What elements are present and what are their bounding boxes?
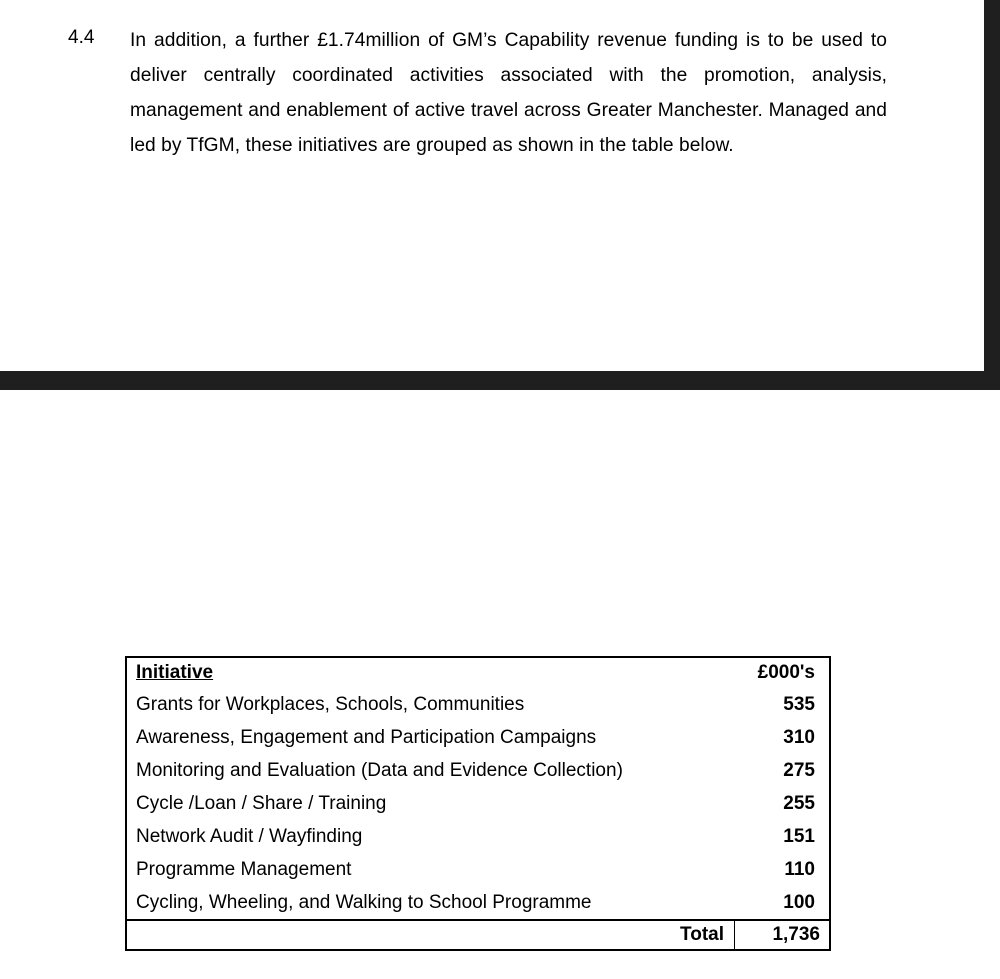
row-initiative: Cycle /Loan / Share / Training [136, 792, 387, 814]
funding-table [125, 656, 831, 951]
row-value: 255 [783, 792, 815, 814]
row-value: 151 [783, 825, 815, 847]
row-initiative: Monitoring and Evaluation (Data and Evidence Collection) [136, 759, 623, 781]
table-row [126, 886, 830, 919]
row-value: 310 [783, 726, 815, 748]
row-initiative: Cycling, Wheeling, and Walking to School Programme [136, 891, 592, 913]
total-value: 1,736 [772, 924, 820, 945]
page-break-divider [0, 371, 1000, 390]
initiatives-table [125, 656, 831, 919]
row-value: 275 [783, 759, 815, 781]
row-value: 535 [783, 693, 815, 715]
table-row [126, 721, 830, 754]
row-initiative: Programme Management [136, 858, 352, 880]
paragraph-text: In addition, a further £1.74million of GM’s Capability revenue funding is to be used to deliver centrally coordinated activities associated with the promotion, analysis, management and enablement of active travel across Greater Manchester. Managed and led by TfGM, these initiatives are grouped as shown in the table below. [130, 30, 887, 156]
table-row [126, 787, 830, 820]
document-page-top [0, 0, 984, 371]
row-value: 100 [783, 891, 815, 913]
table-row [126, 820, 830, 853]
table-row [126, 853, 830, 886]
table-header-row [126, 657, 830, 688]
row-initiative: Grants for Workplaces, Schools, Communities [136, 693, 525, 715]
header-initiative: Initiative [136, 662, 214, 683]
table-row [126, 754, 830, 787]
total-row [126, 920, 830, 950]
total-row-table [125, 919, 831, 951]
row-initiative: Network Audit / Wayfinding [136, 825, 363, 847]
row-value: 110 [784, 858, 815, 880]
paragraph-number: 4.4 [68, 27, 95, 48]
page-edge-shadow [984, 0, 1000, 390]
header-value: £000's [757, 662, 815, 683]
row-initiative: Awareness, Engagement and Participation Campaigns [136, 726, 597, 748]
table-row [126, 688, 830, 721]
total-label: Total [126, 920, 735, 950]
